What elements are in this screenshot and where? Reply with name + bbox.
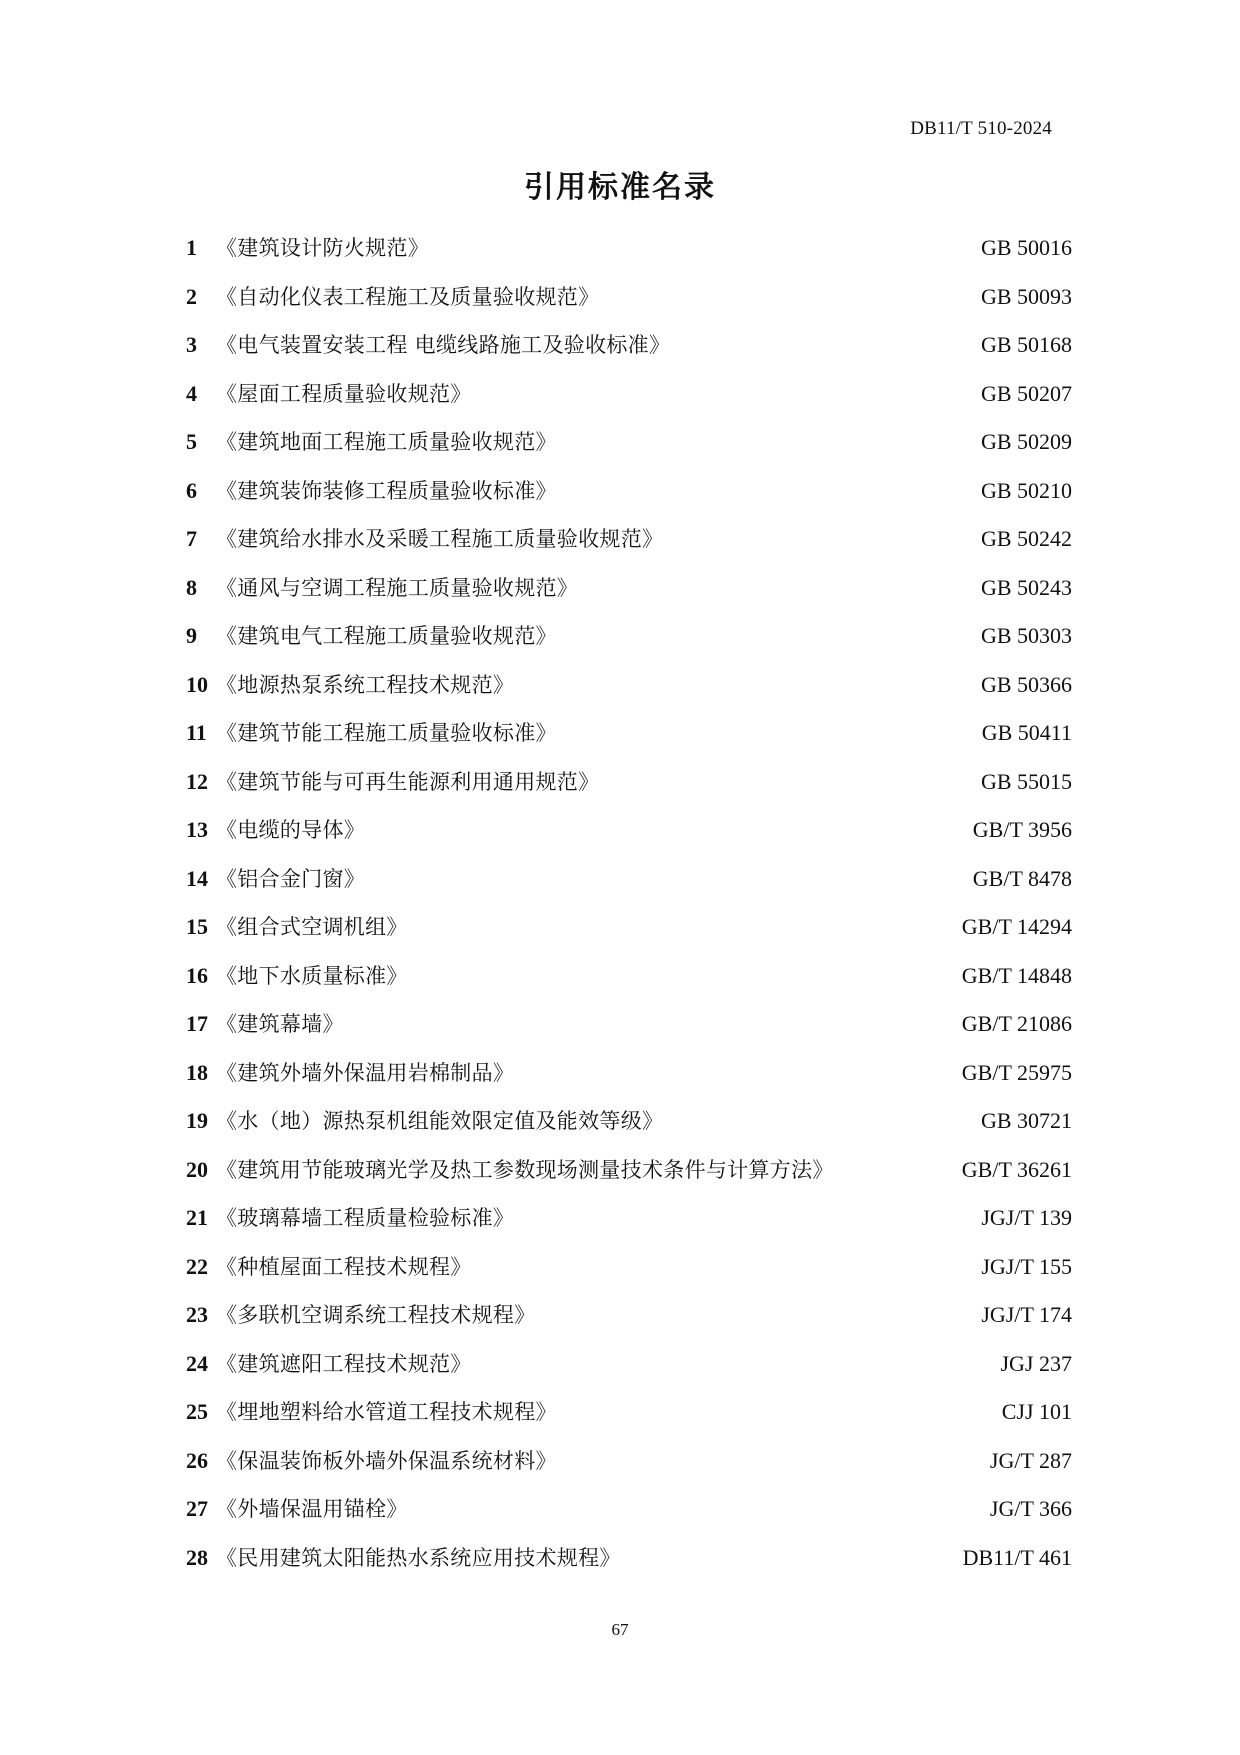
- reference-number: 18: [186, 1059, 208, 1085]
- reference-number: 27: [186, 1496, 208, 1521]
- page-number: 67: [611, 1620, 629, 1639]
- reference-title: 《多联机空调系统工程技术规程》: [216, 1303, 536, 1327]
- reference-number: 28: [186, 1544, 208, 1570]
- reference-code: GB 50242: [980, 526, 1072, 551]
- reference-item: [186, 467, 1072, 516]
- reference-code: GB/T 8478: [972, 865, 1072, 891]
- reference-item: [186, 806, 1072, 855]
- reference-code: GB/T 21086: [961, 1011, 1072, 1036]
- reference-number: 17: [186, 1011, 208, 1036]
- reference-code: GB 50168: [980, 332, 1072, 357]
- reference-number: 5: [186, 429, 197, 454]
- reference-number: 9: [186, 623, 197, 648]
- reference-title: 《建筑节能与可再生能源利用通用规范》: [216, 769, 600, 794]
- reference-item: [186, 1437, 1072, 1486]
- reference-title: 《建筑幕墙》: [216, 1012, 344, 1036]
- reference-number: 15: [186, 914, 208, 939]
- reference-item: [186, 952, 1072, 1001]
- reference-title: 《外墙保温用锚栓》: [216, 1497, 408, 1521]
- document-code: DB11/T 510-2024: [910, 118, 1052, 139]
- reference-number: 13: [186, 817, 208, 842]
- reference-title: 《建筑设计防火规范》: [216, 236, 429, 260]
- reference-title: 《建筑装饰装修工程质量验收标准》: [216, 478, 557, 503]
- reference-code: DB11/T 461: [962, 1544, 1072, 1570]
- reference-number: 22: [186, 1253, 208, 1279]
- reference-item: [186, 1194, 1072, 1243]
- reference-title: 《建筑用节能玻璃光学及热工参数现场测量技术条件与计算方法》: [216, 1157, 834, 1182]
- reference-title: 《种植屋面工程技术规程》: [216, 1254, 472, 1279]
- reference-code: CJJ 101: [1001, 1399, 1072, 1424]
- reference-item: [186, 1534, 1072, 1583]
- reference-item: [186, 855, 1072, 904]
- page-title: 引用标准名录: [524, 170, 716, 205]
- reference-number: 24: [186, 1350, 208, 1376]
- reference-number: 7: [186, 526, 197, 551]
- reference-item: [186, 321, 1072, 370]
- reference-item: [186, 903, 1072, 952]
- reference-item: [186, 1485, 1072, 1534]
- reference-number: 11: [186, 720, 207, 745]
- reference-item: [186, 1243, 1072, 1292]
- reference-item: [186, 418, 1072, 467]
- reference-title: 《建筑地面工程施工质量验收规范》: [216, 430, 557, 454]
- reference-title: 《建筑遮阳工程技术规范》: [216, 1351, 472, 1376]
- reference-item: [186, 1340, 1072, 1389]
- reference-title: 《屋面工程质量验收规范》: [216, 381, 472, 406]
- reference-number: 1: [186, 235, 197, 260]
- reference-title: 《地源热泵系统工程技术规范》: [216, 672, 515, 697]
- reference-code: GB 50366: [980, 671, 1072, 697]
- reference-number: 16: [186, 962, 208, 988]
- reference-number: 20: [186, 1156, 208, 1182]
- reference-code: GB/T 25975: [961, 1059, 1072, 1085]
- reference-code: GB 50016: [980, 235, 1072, 260]
- reference-code: GB 50093: [980, 283, 1072, 309]
- reference-item: [186, 224, 1072, 273]
- reference-item: [186, 758, 1072, 807]
- reference-number: 2: [186, 283, 197, 309]
- reference-code: GB 55015: [980, 768, 1072, 794]
- reference-title: 《建筑电气工程施工质量验收规范》: [216, 624, 557, 648]
- reference-number: 14: [186, 865, 208, 891]
- reference-number: 6: [186, 477, 197, 503]
- reference-code: GB 50210: [980, 477, 1072, 503]
- reference-title: 《建筑节能工程施工质量验收标准》: [216, 721, 557, 745]
- reference-item: [186, 661, 1072, 710]
- reference-number: 23: [186, 1302, 208, 1327]
- reference-code: GB/T 14848: [961, 962, 1072, 988]
- reference-item: [186, 1000, 1072, 1049]
- reference-number: 19: [186, 1108, 208, 1133]
- reference-code: JGJ 237: [1000, 1350, 1072, 1376]
- reference-item: [186, 612, 1072, 661]
- reference-title: 《玻璃幕墙工程质量检验标准》: [216, 1206, 515, 1230]
- reference-item: [186, 370, 1072, 419]
- reference-title: 《通风与空调工程施工质量验收规范》: [216, 575, 579, 600]
- reference-title: 《铝合金门窗》: [216, 866, 366, 891]
- reference-code: JGJ/T 155: [981, 1253, 1072, 1279]
- reference-number: 12: [186, 768, 208, 794]
- reference-title: 《民用建筑太阳能热水系统应用技术规程》: [216, 1545, 621, 1570]
- reference-title: 《组合式空调机组》: [216, 915, 408, 939]
- reference-number: 4: [186, 380, 197, 406]
- reference-item: [186, 1291, 1072, 1340]
- reference-item: [186, 1388, 1072, 1437]
- reference-code: GB 50303: [980, 623, 1072, 648]
- reference-title: 《电缆的导体》: [216, 818, 366, 842]
- reference-number: 25: [186, 1399, 208, 1424]
- reference-code: GB 30721: [980, 1108, 1072, 1133]
- reference-title: 《保温装饰板外墙外保温系统材料》: [216, 1448, 557, 1473]
- reference-item: [186, 564, 1072, 613]
- reference-number: 10: [186, 671, 208, 697]
- reference-number: 3: [186, 332, 197, 357]
- reference-item: [186, 1146, 1072, 1195]
- reference-title: 《电气装置安装工程 电缆线路施工及验收标准》: [216, 333, 671, 357]
- reference-title: 《埋地塑料给水管道工程技术规程》: [216, 1400, 557, 1424]
- reference-title: 《水（地）源热泵机组能效限定值及能效等级》: [216, 1109, 664, 1133]
- reference-code: GB 50207: [980, 380, 1072, 406]
- reference-code: GB 50243: [980, 574, 1072, 600]
- reference-item: [186, 273, 1072, 322]
- reference-item: [186, 1049, 1072, 1098]
- reference-title: 《建筑外墙外保温用岩棉制品》: [216, 1060, 515, 1085]
- reference-code: JGJ/T 174: [981, 1302, 1072, 1327]
- reference-code: GB/T 14294: [961, 914, 1072, 939]
- reference-item: [186, 709, 1072, 758]
- reference-item: [186, 1097, 1072, 1146]
- reference-code: GB 50209: [980, 429, 1072, 454]
- reference-code: GB/T 36261: [961, 1156, 1072, 1182]
- reference-code: JG/T 287: [989, 1447, 1072, 1473]
- reference-number: 21: [186, 1205, 208, 1230]
- reference-number: 8: [186, 574, 197, 600]
- reference-title: 《建筑给水排水及采暖工程施工质量验收规范》: [216, 527, 664, 551]
- reference-title: 《地下水质量标准》: [216, 963, 408, 988]
- reference-code: JG/T 366: [989, 1496, 1072, 1521]
- reference-code: JGJ/T 139: [981, 1205, 1072, 1230]
- reference-list: [186, 224, 1072, 1582]
- reference-code: GB/T 3956: [972, 817, 1072, 842]
- reference-code: GB 50411: [981, 720, 1072, 745]
- reference-title: 《自动化仪表工程施工及质量验收规范》: [216, 284, 600, 309]
- reference-number: 26: [186, 1447, 208, 1473]
- reference-item: [186, 515, 1072, 564]
